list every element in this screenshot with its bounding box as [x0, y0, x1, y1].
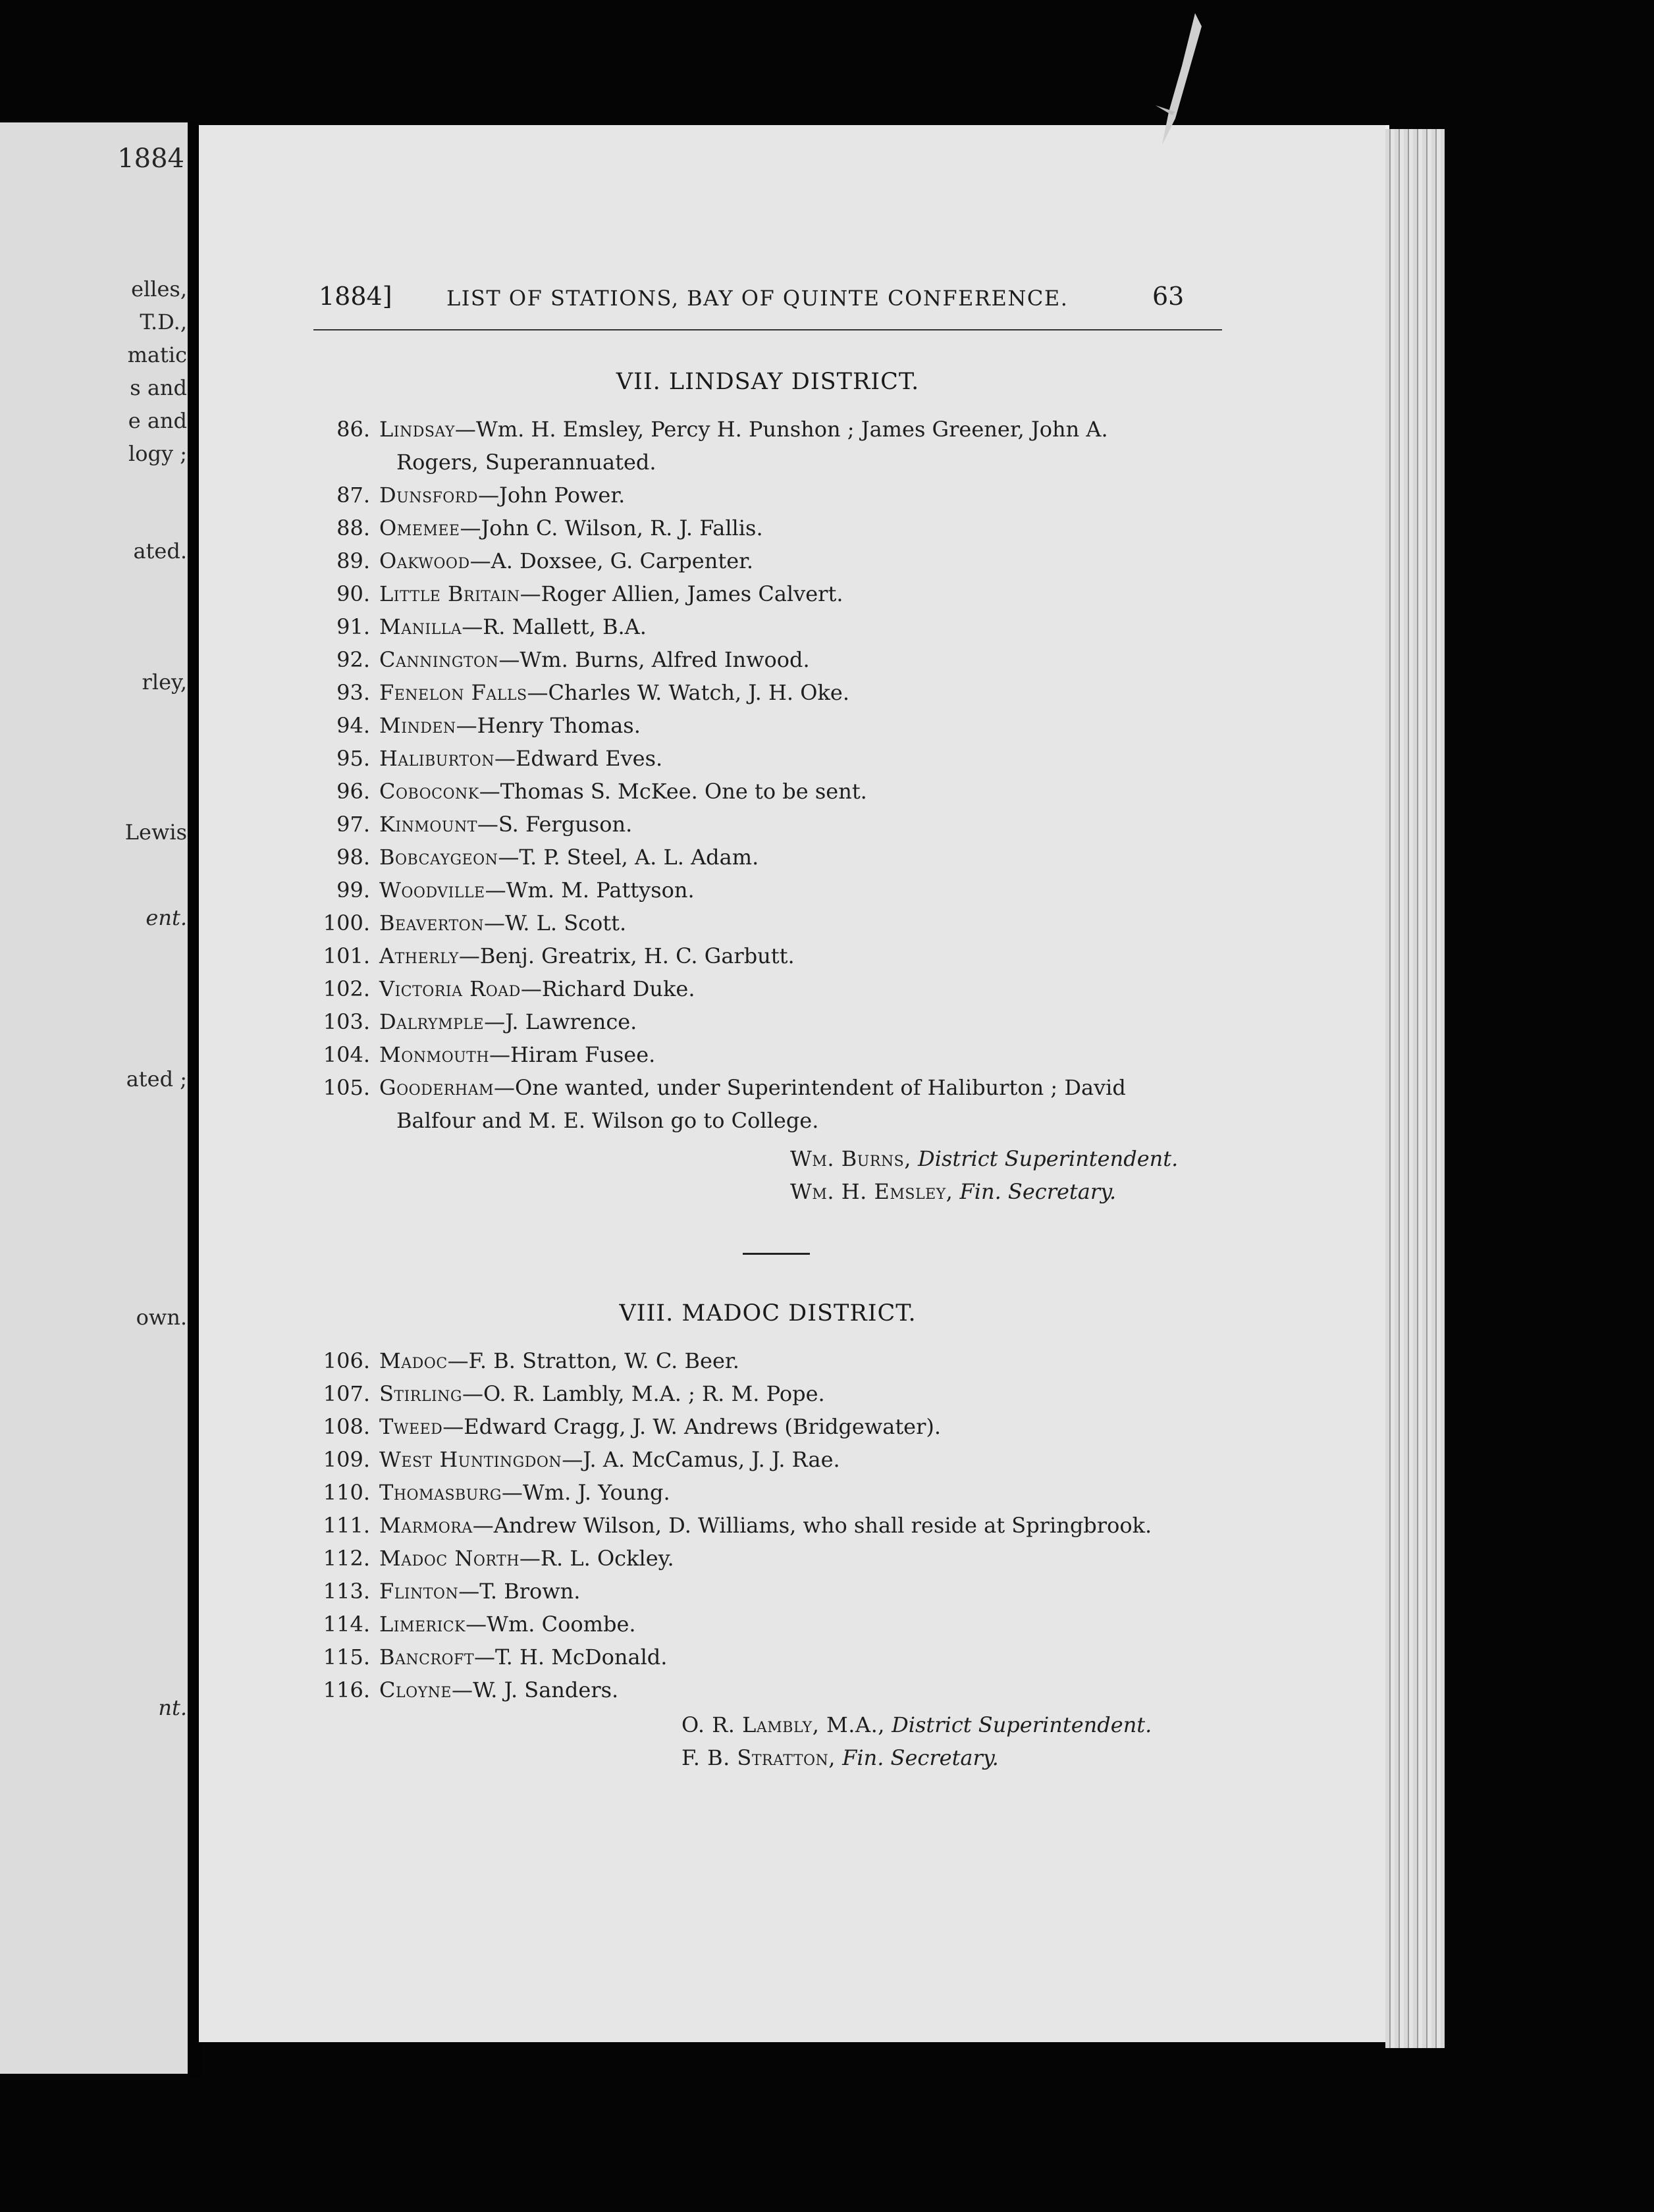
station-text — [379, 1608, 636, 1641]
station-ministers: —Hiram Fusee. — [489, 1042, 656, 1067]
station-text — [379, 1509, 1152, 1542]
signatory-role: District Superintendent. — [918, 1146, 1179, 1171]
signatory-name: Wm. Burns, — [790, 1146, 911, 1171]
station-ministers: —Wm. Coombe. — [466, 1612, 636, 1637]
station-name: Coboconk — [379, 779, 479, 804]
station-ministers: —Richard Duke. — [520, 976, 695, 1001]
signatory-name: Wm. H. Emsley, — [790, 1179, 953, 1204]
station-text — [379, 413, 1108, 446]
station-ministers: —R. Mallett, B.A. — [462, 614, 647, 639]
station-name: Stirling — [379, 1381, 462, 1406]
left-page-text: matic — [127, 342, 187, 367]
station-number: 87. — [336, 483, 370, 508]
station-text — [379, 1038, 655, 1071]
station-entry-continuation: Balfour and M. E. Wilson go to College. — [396, 1108, 819, 1133]
left-page-text: 1884 — [117, 144, 184, 174]
station-name: Lindsay — [379, 417, 455, 442]
station-name: West Huntingdon — [379, 1447, 562, 1472]
madoc-secretary — [681, 1741, 999, 1774]
station-name: Dunsford — [379, 483, 479, 508]
station-name: Kinmount — [379, 812, 477, 837]
station-text — [379, 1641, 667, 1673]
lindsay-secretary — [790, 1175, 1116, 1208]
left-page-text: ated ; — [126, 1066, 187, 1092]
station-text — [379, 939, 795, 972]
station-entry — [313, 907, 1222, 939]
station-number: 98. — [336, 845, 370, 870]
station-name: Haliburton — [379, 746, 494, 771]
station-ministers: —One wanted, under Superintendent of Haliburton ; David — [494, 1075, 1126, 1100]
station-number: 96. — [336, 779, 370, 804]
station-entry — [313, 1673, 1222, 1706]
station-text — [379, 1377, 825, 1410]
station-ministers: —Wm. J. Young. — [501, 1480, 670, 1505]
station-text — [379, 1071, 1126, 1104]
station-text — [379, 1410, 941, 1443]
station-entry — [313, 1641, 1222, 1673]
left-page-text: logy ; — [128, 441, 187, 466]
station-entry — [313, 1608, 1222, 1641]
header-title: LIST OF STATIONS, BAY OF QUINTE CONFERENCE. — [446, 286, 1069, 311]
station-name: Thomasburg — [379, 1480, 502, 1505]
station-ministers: —A. Doxsee, G. Carpenter. — [469, 548, 754, 573]
station-number: 100. — [323, 910, 370, 935]
station-text — [379, 1673, 618, 1706]
station-entry — [313, 742, 1222, 775]
station-ministers: —Thomas S. McKee. One to be sent. — [479, 779, 867, 804]
left-page-text: ated. — [133, 539, 187, 564]
station-entry — [313, 512, 1222, 544]
station-entry — [313, 1509, 1222, 1542]
station-text — [379, 610, 647, 643]
station-entry — [313, 479, 1222, 512]
station-entry — [313, 413, 1222, 446]
station-text — [379, 1005, 637, 1038]
station-ministers: —W. J. Sanders. — [451, 1677, 619, 1702]
station-name: Minden — [379, 713, 456, 738]
station-text — [379, 1476, 670, 1509]
station-text — [379, 643, 810, 676]
station-ministers: —T. P. Steel, A. L. Adam. — [498, 845, 759, 870]
left-page-text: nt. — [158, 1695, 187, 1720]
station-text — [379, 972, 695, 1005]
left-page-text: ent. — [146, 905, 187, 930]
station-text — [379, 808, 632, 841]
station-name: Fenelon Falls — [379, 680, 527, 705]
station-entry — [313, 1377, 1222, 1410]
left-page-text: own. — [136, 1305, 187, 1330]
station-name: Dalrymple — [379, 1009, 485, 1034]
station-number: 114. — [323, 1612, 370, 1637]
station-entry — [313, 1344, 1222, 1377]
station-ministers: —F. B. Stratton, W. C. Beer. — [447, 1348, 739, 1373]
signatory-role: Fin. Secretary. — [959, 1179, 1117, 1204]
station-name: Bancroft — [379, 1645, 475, 1670]
station-number: 103. — [323, 1009, 370, 1034]
station-number: 102. — [323, 976, 370, 1001]
station-text — [379, 742, 662, 775]
station-text — [379, 1542, 674, 1575]
station-number: 104. — [323, 1042, 370, 1067]
station-name: Omemee — [379, 515, 460, 540]
station-number: 109. — [323, 1447, 370, 1472]
signatory-name: F. B. Stratton, — [681, 1745, 836, 1770]
station-ministers: —Henry Thomas. — [456, 713, 641, 738]
lindsay-district-title: VII. LINDSAY DISTRICT. — [616, 369, 920, 395]
left-page-text: e and — [128, 408, 187, 433]
station-entry-continuation: Rogers, Superannuated. — [396, 450, 656, 475]
station-number: 110. — [323, 1480, 370, 1505]
lindsay-superintendent — [790, 1142, 1178, 1175]
header-rule — [313, 329, 1222, 330]
station-entry — [313, 610, 1222, 643]
station-name: Little Britain — [379, 581, 520, 606]
station-name: Cloyne — [379, 1677, 452, 1702]
station-entry — [313, 939, 1222, 972]
left-page-fragment — [0, 122, 191, 2074]
station-ministers: —Edward Eves. — [494, 746, 663, 771]
station-entry — [313, 577, 1222, 610]
station-text — [379, 1344, 739, 1377]
station-text — [379, 874, 695, 907]
left-page-text: elles, — [131, 276, 187, 302]
station-text — [379, 479, 625, 512]
station-entry — [313, 874, 1222, 907]
station-name: Flinton — [379, 1579, 459, 1604]
station-number: 93. — [336, 680, 370, 705]
station-number: 112. — [323, 1546, 370, 1571]
station-ministers: —John C. Wilson, R. J. Fallis. — [460, 515, 763, 540]
lindsay-station-list — [313, 413, 1222, 1137]
station-name: Madoc North — [379, 1546, 520, 1571]
station-number: 116. — [323, 1677, 370, 1702]
station-entry — [313, 709, 1222, 742]
station-ministers: —O. R. Lambly, M.A. ; R. M. Pope. — [462, 1381, 825, 1406]
station-text — [379, 676, 849, 709]
station-ministers: —R. L. Ockley. — [519, 1546, 674, 1571]
station-name: Gooderham — [379, 1075, 494, 1100]
station-number: 108. — [323, 1414, 370, 1439]
station-ministers: —J. A. McCamus, J. J. Rae. — [562, 1447, 840, 1472]
station-number: 92. — [336, 647, 370, 672]
station-entry — [313, 1443, 1222, 1476]
station-entry — [313, 775, 1222, 808]
station-entry — [313, 1005, 1222, 1038]
station-entry — [313, 544, 1222, 577]
station-number: 91. — [336, 614, 370, 639]
station-name: Atherly — [379, 943, 459, 968]
station-number: 90. — [336, 581, 370, 606]
madoc-station-list — [313, 1344, 1222, 1706]
station-number: 107. — [323, 1381, 370, 1406]
station-name: Victoria Road — [379, 976, 521, 1001]
page-number: 63 — [1152, 282, 1185, 311]
station-ministers: —T. H. McDonald. — [474, 1645, 668, 1670]
signatory-name: O. R. Lambly, M.A., — [681, 1712, 885, 1737]
station-entry — [313, 1038, 1222, 1071]
station-name: Oakwood — [379, 548, 470, 573]
section-divider — [743, 1253, 810, 1255]
station-text — [379, 841, 759, 874]
left-page-text: T.D., — [140, 309, 187, 334]
left-page-text: s and — [130, 375, 187, 400]
station-name: Monmouth — [379, 1042, 490, 1067]
station-text — [379, 577, 843, 610]
left-page-text: rley, — [142, 670, 187, 695]
station-text — [379, 775, 867, 808]
station-entry — [313, 1476, 1222, 1509]
station-ministers: —S. Ferguson. — [477, 812, 633, 837]
station-text — [379, 907, 626, 939]
station-ministers: —T. Brown. — [458, 1579, 581, 1604]
station-ministers: —J. Lawrence. — [484, 1009, 637, 1034]
station-text — [379, 1575, 580, 1608]
station-number: 111. — [323, 1513, 370, 1538]
station-entry — [313, 841, 1222, 874]
signatory-role: District Superintendent. — [892, 1712, 1152, 1737]
station-number: 89. — [336, 548, 370, 573]
station-number: 88. — [336, 515, 370, 540]
page-edges — [1385, 129, 1445, 2048]
station-ministers: —Edward Cragg, J. W. Andrews (Bridgewater). — [442, 1414, 942, 1439]
station-number: 115. — [323, 1645, 370, 1670]
madoc-district-title: VIII. MADOC DISTRICT. — [619, 1300, 917, 1327]
header-year: 1884] — [319, 282, 392, 311]
station-number: 101. — [323, 943, 370, 968]
signatory-role: Fin. Secretary. — [842, 1745, 999, 1770]
madoc-superintendent — [681, 1708, 1152, 1741]
station-number: 94. — [336, 713, 370, 738]
station-entry — [313, 1410, 1222, 1443]
station-number: 106. — [323, 1348, 370, 1373]
station-name: Woodville — [379, 878, 485, 903]
station-number: 105. — [323, 1075, 370, 1100]
station-ministers: —Benj. Greatrix, H. C. Garbutt. — [458, 943, 795, 968]
station-name: Marmora — [379, 1513, 473, 1538]
station-entry — [313, 1071, 1222, 1104]
station-number: 86. — [336, 417, 370, 442]
station-name: Cannington — [379, 647, 499, 672]
station-entry — [313, 808, 1222, 841]
station-name: Tweed — [379, 1414, 443, 1439]
station-text — [379, 709, 641, 742]
station-entry — [313, 1542, 1222, 1575]
station-number: 99. — [336, 878, 370, 903]
station-entry — [313, 972, 1222, 1005]
station-name: Manilla — [379, 614, 462, 639]
station-ministers: —Charles W. Watch, J. H. Oke. — [527, 680, 849, 705]
station-number: 113. — [323, 1579, 370, 1604]
station-entry — [313, 1575, 1222, 1608]
station-ministers: —Wm. Burns, Alfred Inwood. — [498, 647, 810, 672]
station-ministers: —Andrew Wilson, D. Williams, who shall reside at Springbrook. — [472, 1513, 1152, 1538]
station-name: Limerick — [379, 1612, 466, 1637]
station-name: Bobcaygeon — [379, 845, 498, 870]
station-ministers: —Wm. M. Pattyson. — [485, 878, 695, 903]
station-number: 95. — [336, 746, 370, 771]
station-text — [379, 544, 753, 577]
station-ministers: —Roger Allien, James Calvert. — [520, 581, 843, 606]
station-text — [379, 1443, 840, 1476]
station-number: 97. — [336, 812, 370, 837]
station-entry — [313, 676, 1222, 709]
station-entry — [313, 643, 1222, 676]
station-name: Madoc — [379, 1348, 448, 1373]
paper-tear-mark — [1149, 13, 1208, 145]
station-ministers: —Wm. H. Emsley, Percy H. Punshon ; James Greener, John A. — [454, 417, 1108, 442]
station-text — [379, 512, 763, 544]
station-ministers: —W. L. Scott. — [483, 910, 627, 935]
station-ministers: —John Power. — [478, 483, 626, 508]
left-page-text: Lewis — [124, 820, 187, 845]
station-name: Beaverton — [379, 910, 484, 935]
